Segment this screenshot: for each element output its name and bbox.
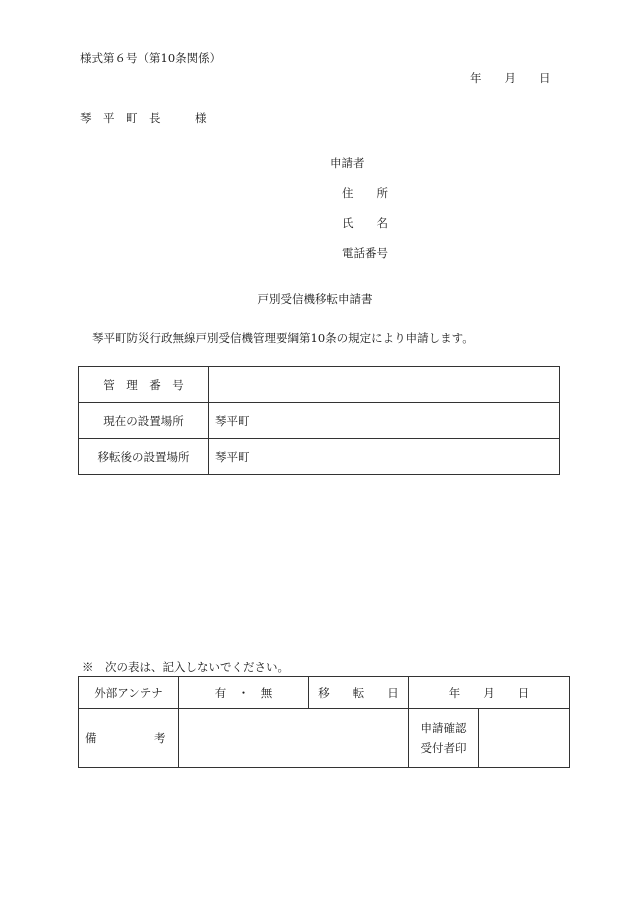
antenna-options: 有 ・ 無 bbox=[179, 677, 309, 709]
management-number-value bbox=[209, 367, 560, 403]
main-table bbox=[78, 366, 560, 475]
applicant-name-label: 氏 名 bbox=[342, 216, 388, 230]
confirmation-label-line1: 申請確認 bbox=[420, 721, 467, 735]
current-location-value: 琴平町 bbox=[209, 403, 560, 439]
table-row bbox=[79, 677, 570, 709]
document-title: 戸別受信機移転申請書 bbox=[257, 292, 373, 306]
table-row bbox=[79, 709, 570, 768]
table-row bbox=[79, 439, 560, 475]
confirmation-stamp-box bbox=[479, 709, 570, 768]
applicant-address-label: 住 所 bbox=[342, 186, 388, 200]
remarks-value bbox=[179, 709, 409, 768]
form-number: 様式第６号（第10条関係） bbox=[80, 51, 222, 65]
applicant-phone-label: 電話番号 bbox=[342, 246, 388, 260]
applicant-heading: 申請者 bbox=[330, 156, 365, 170]
confirmation-label bbox=[409, 709, 479, 768]
table-row bbox=[79, 367, 560, 403]
current-location-label: 現在の設置場所 bbox=[79, 403, 209, 439]
statement-text: 琴平町防災行政無線戸別受信機管理要綱第10条の規定により申請します。 bbox=[92, 331, 474, 345]
confirmation-label-line2: 受付者印 bbox=[420, 741, 467, 755]
date-line: 年 月 日 bbox=[470, 71, 551, 85]
remarks-label: 備 考 bbox=[79, 709, 179, 768]
new-location-label: 移転後の設置場所 bbox=[79, 439, 209, 475]
transfer-date-label: 移 転 日 bbox=[309, 677, 409, 709]
addressee: 琴 平 町 長 様 bbox=[80, 111, 207, 125]
transfer-date-value: 年 月 日 bbox=[409, 677, 570, 709]
office-use-note: ※ 次の表は、記入しないでください。 bbox=[82, 660, 289, 674]
new-location-value: 琴平町 bbox=[209, 439, 560, 475]
office-use-table bbox=[78, 676, 570, 768]
management-number-label: 管 理 番 号 bbox=[79, 367, 209, 403]
table-row bbox=[79, 403, 560, 439]
antenna-label: 外部アンテナ bbox=[79, 677, 179, 709]
